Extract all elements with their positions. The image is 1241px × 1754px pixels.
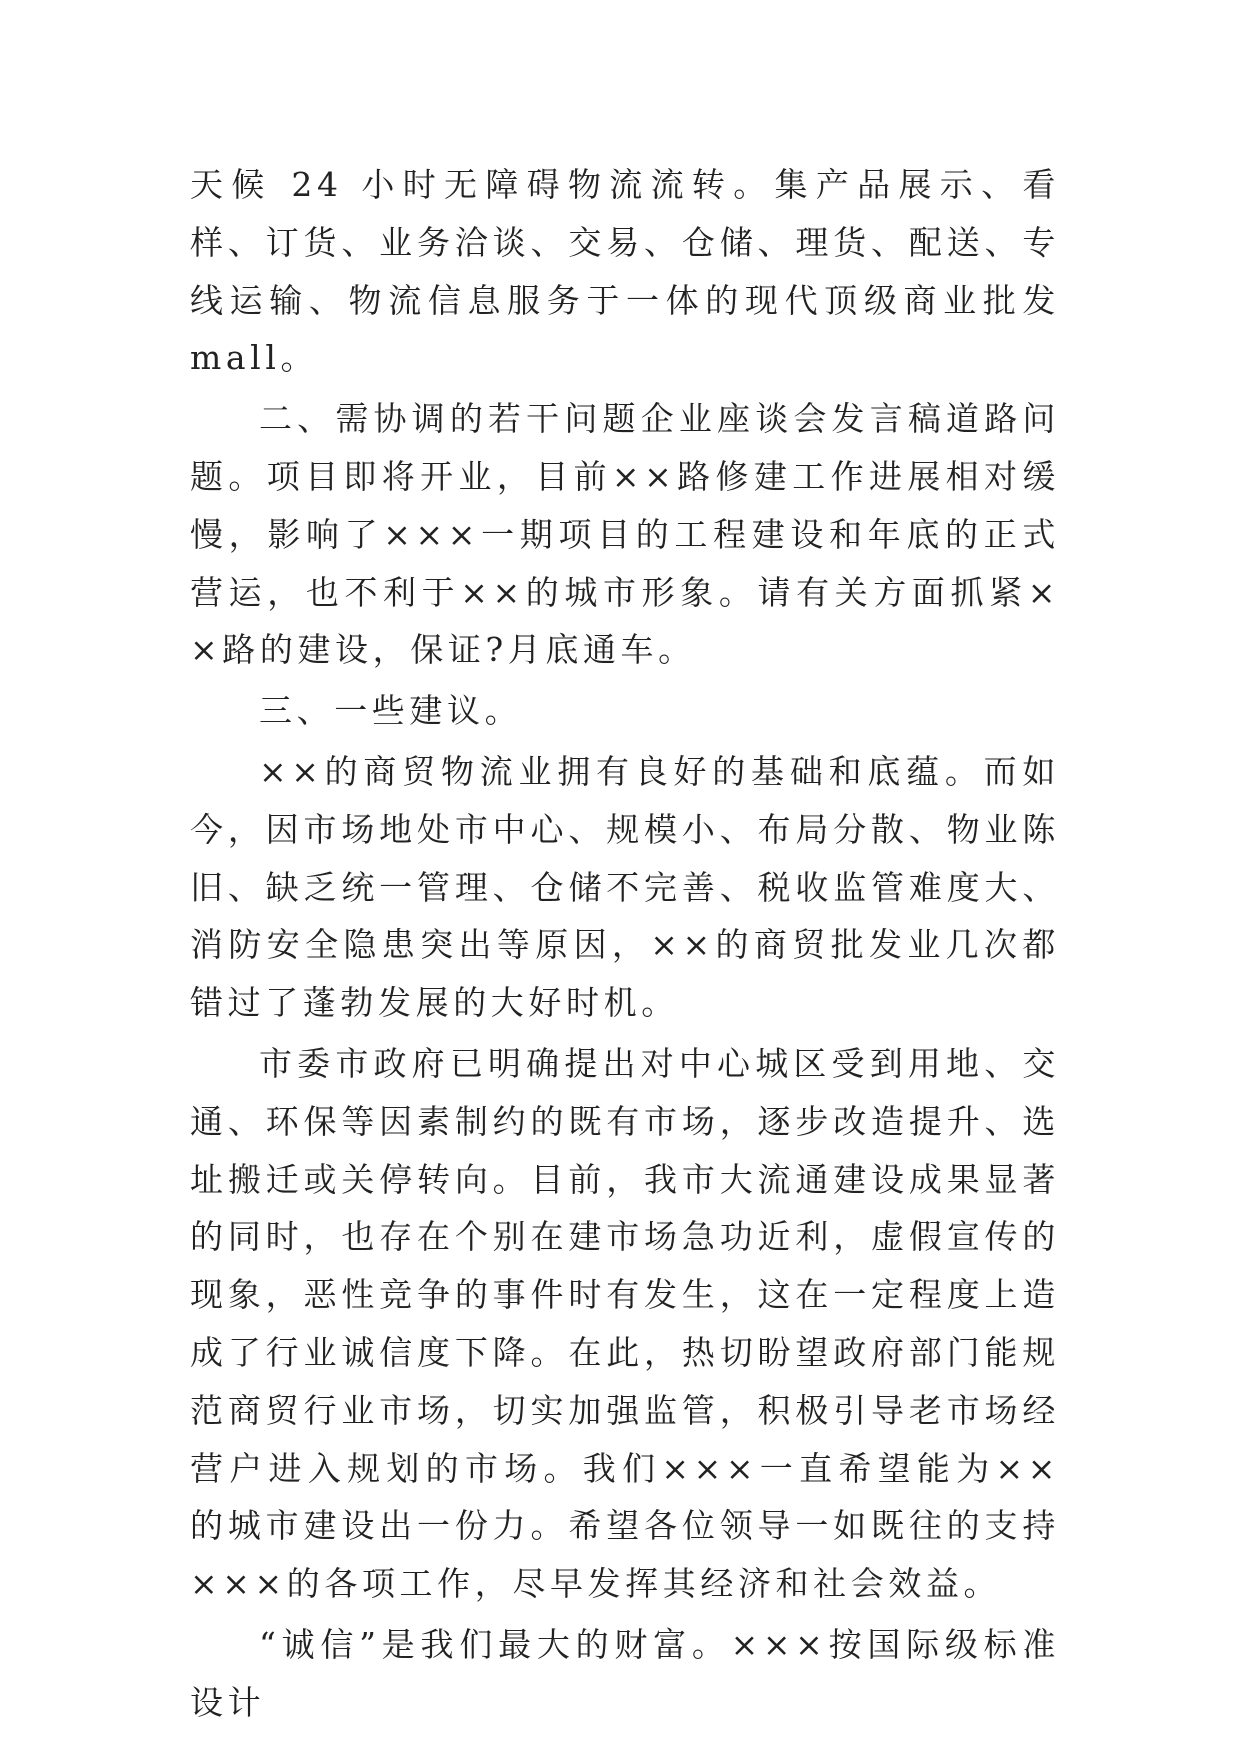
paragraph-coordination-issues: 二、需协调的若干问题企业座谈会发言稿道路问题。项目即将开业，目前××路修建工作进展相对缓慢，影响了×××一期项目的工程建设和年底的正式营运，也不利于××的城市形象。请有关方面抓紧××路的建设，保证?月底通车。 xyxy=(190,399,1060,670)
paragraph-integrity: “诚信”是我们最大的财富。×××按国际级标准设计 xyxy=(190,1624,1060,1722)
paragraph-government-policy: 市委市政府已明确提出对中心城区受到用地、交通、环保等因素制约的既有市场，逐步改造提升、选址搬迁或关停转向。目前，我市大流通建设成果显著的同时，也存在个别在建市场急功近利，虚假宣传的现象，恶性竞争的事件时有发生，这在一定程度上造成了行业诚信度下降。在此，热切盼望政府部门能规范商贸行业市场，切实加强监管，积极引导老市场经营户进入规划的市场。我们×××一直希望能为××的城市建设出一份力。希望各位领导一如既往的支持×××的各项工作，尽早发挥其经济和社会效益。 xyxy=(190,1043,1060,1604)
paragraph-continuation: 天候 24 小时无障碍物流流转。集产品展示、看样、订货、业务洽谈、交易、仓储、理货、配送、专线运输、物流信息服务于一体的现代顶级商业批发 mall。 xyxy=(190,165,1060,378)
section-heading-suggestions: 三、一些建议。 xyxy=(259,691,523,731)
paragraph-background: ××的商贸物流业拥有良好的基础和底蕴。而如今，因市场地处市中心、规模小、布局分散、物业陈旧、缺乏统一管理、仓储不完善、税收监管难度大、消防安全隐患突出等原因，××的商贸批发业几次都错过了蓬勃发展的大好时机。 xyxy=(190,751,1060,1023)
document-body xyxy=(190,156,1060,1735)
